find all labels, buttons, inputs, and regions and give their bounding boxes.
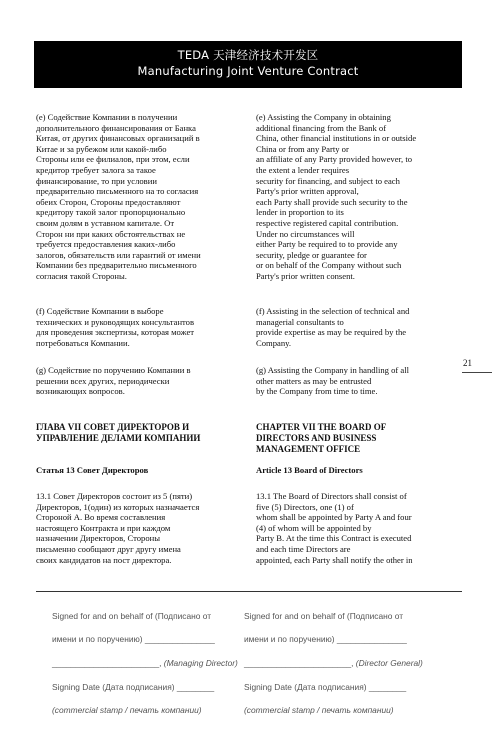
signature-left-date: Signing Date (Дата подписания) ________ [52,681,215,692]
ru-clause-e: (е) Содействие Компании в получении дополнительного финансирования от Банка Китая, от других финансовых организаций в Китае и за рубежом или какой-либо Стороны или ее филиалов, при этом, если кредитор требует залога за такое финансирование, то при условии предварительно письменного на то согласия обеих Сторон, Стороны предоставляют кредитору такой залог пропорционально своим долям в уставном капитале. От Сторон ни при каких обстоятельствах не требуется предоставления каких-либо залогов, обязательств или гарантий от имени Компании без предварительно письменного согласия такой Стороны. [36,112,201,281]
en-article-heading: Article 13 Board of Directors [256,465,363,475]
en-clause-e: (e) Assisting the Company in obtaining additional financing from the Bank of China, other financial institutions in or outside China or from any Party or an affiliate of any Party provided however, to the extent a lender requires security for financing, and subject to each Party's prior written approval, each Party shall provide such security to the lender in proportion to its respective registered capital contribution. Under no circumstances will either Party be required to to provide any security, pledge or guarantee for or on behalf of the Company without such Party's prior written consent. [256,112,417,281]
signature-right-line2: имени и по поручению) _______________ [244,634,407,645]
signature-block-right [244,599,454,729]
page-number-rule [462,372,492,373]
signature-right-line3 [244,658,454,670]
en-clause-f: (f) Assisting in the selection of technical and managerial consultants to provide expertise as may be required by the Company. [256,306,410,348]
ru-chapter-heading: ГЛАВА VII СОВЕТ ДИРЕКТОРОВ И УПРАВЛЕНИЕ ДЕЛАМИ КОМПАНИИ [36,422,201,443]
signature-right-role: (Director General) [355,657,423,668]
en-clause-g: (g) Assisting the Company in handling of all other matters as may be entrusted by the Company from time to time. [256,365,410,397]
header-title: TEDA 天津经济技术开发区 [177,48,319,62]
signature-left-role: (Managing Director) [163,657,238,668]
footer-divider [36,591,462,592]
ru-article-heading: Статья 13 Совет Директоров [36,465,149,475]
signature-block-left [52,599,248,729]
ru-clause-g: (g) Содействие по поручению Компании в решении всех других, периодически возникающих вопросов. [36,365,191,397]
en-clause-13-1: 13.1 The Board of Directors shall consist of five (5) Directors, one (1) of whom shall be appointed by Party A and four (4) of whom will be appointed by Party B. At the time this Contract is executed and each time Directors are appointed, each Party shall notify the other in [256,491,413,565]
page-number: 21 [463,358,472,368]
en-chapter-heading: CHAPTER VII THE BOARD OF DIRECTORS AND BUSINESS MANAGEMENT OFFICE [256,422,387,454]
signature-left-line3 [52,658,248,670]
document-header [34,41,462,88]
header-subtitle: Manufacturing Joint Venture Contract [137,64,359,78]
signature-left-line1: Signed for and on behalf of (Подписано от [52,610,212,621]
signature-right-line1: Signed for and on behalf of (Подписано от [244,610,404,621]
signature-right-date: Signing Date (Дата подписания) ________ [244,681,407,692]
signature-left-blank: _______________________, [52,657,164,668]
signature-right-blank: _______________________, [244,657,356,668]
signature-left-line2: имени и по поручению) _______________ [52,634,215,645]
signature-left-stamp: (commercial stamp / печать компании) [52,705,202,716]
ru-clause-f: (f) Содействие Компании в выборе технических и руководящих консультантов для проведения экспертизы, которая может потребоваться Компании. [36,306,195,348]
signature-right-stamp: (commercial stamp / печать компании) [244,705,394,716]
ru-clause-13-1: 13.1 Совет Директоров состоит из 5 (пяти) Директоров, 1(один) из которых назначается Стороной А. Во время составления настоящего Контракта и при каждом назначении Директоров, Стороны письменно сообщают друг другу имена своих кандидатов на пост директора. [36,491,200,565]
